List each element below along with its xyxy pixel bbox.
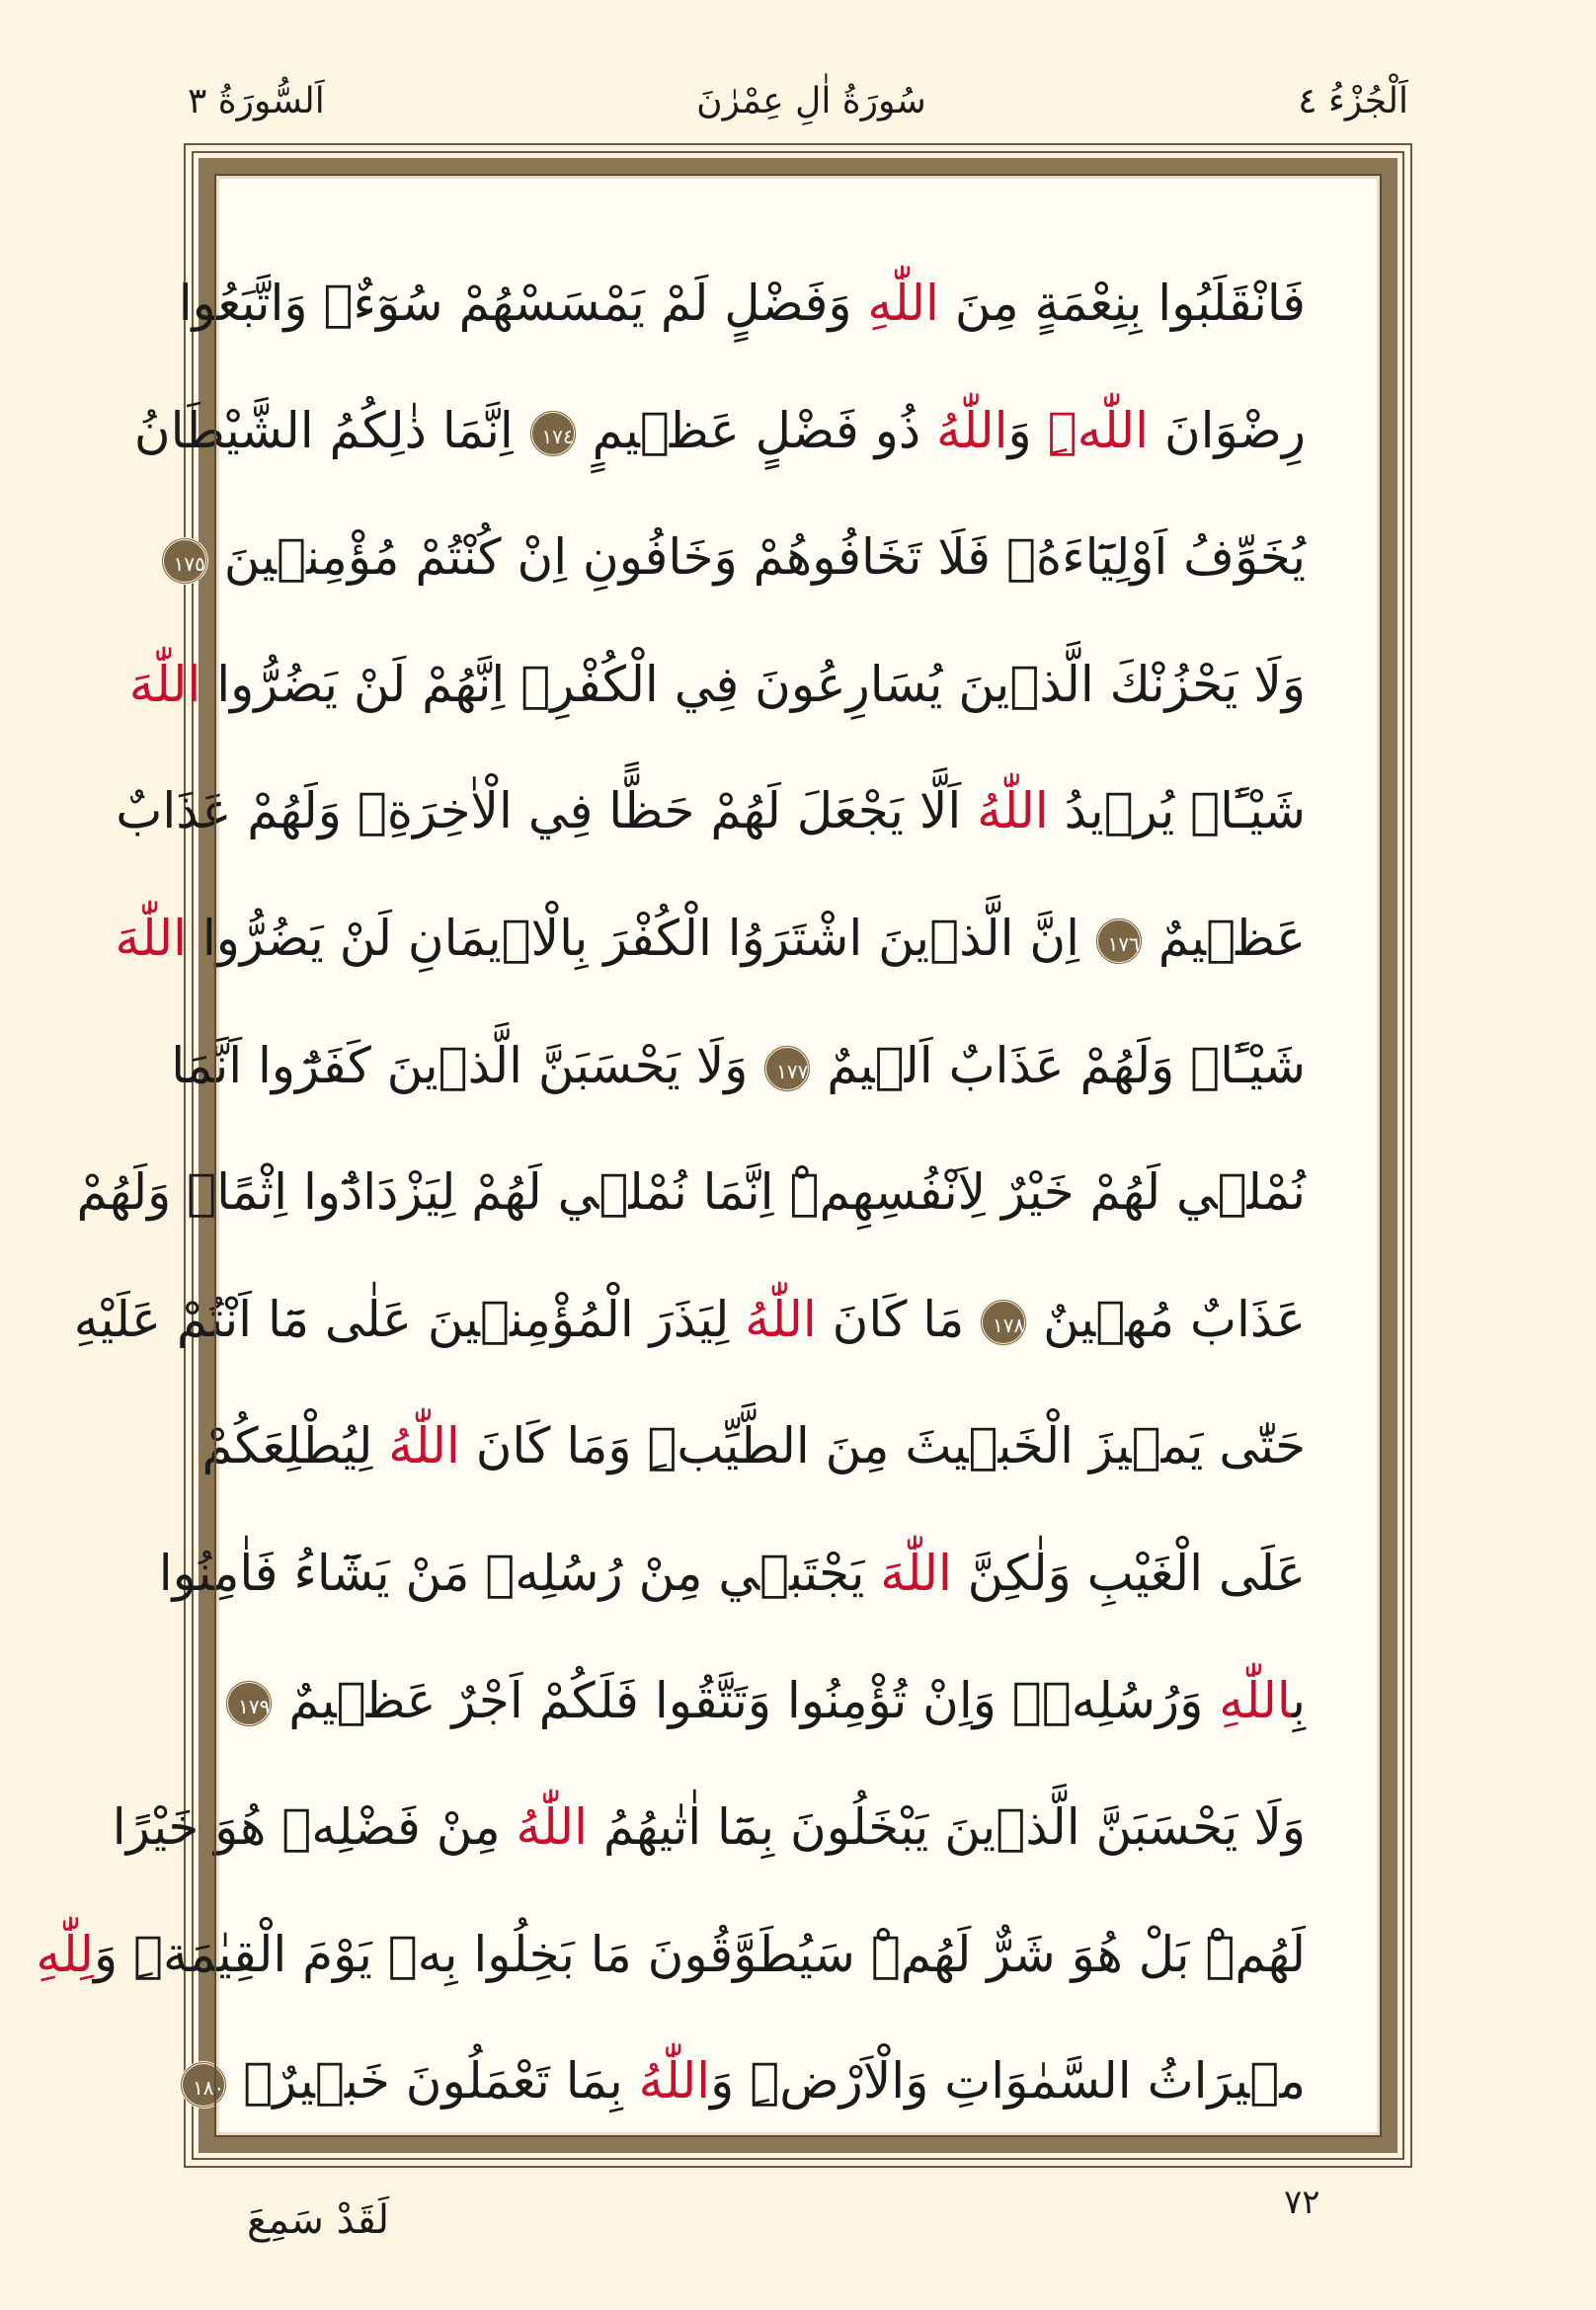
- ayah-number-marker: ١٨٠: [180, 2061, 227, 2109]
- verse-text: لِيُطْلِعَكُمْ: [201, 1417, 389, 1475]
- verse-text: وَلَا يَحْسَبَنَّ الَّذ۪ينَ كَفَرُٓوا اَنَّمَا: [171, 1036, 764, 1094]
- verse-text: وَ: [1007, 401, 1048, 459]
- verse-text: عَلَى الْغَيْبِ وَلٰكِنَّ: [951, 1544, 1306, 1602]
- verse-text: لِيَذَرَ الْمُؤْمِن۪ينَ عَلٰى مَٓا اَنْتُمْ عَلَيْهِ: [73, 1290, 746, 1348]
- text-line: [112, 1764, 1306, 1891]
- verse-text: رِضْوَانَ: [1149, 401, 1306, 459]
- verse-text: شَيْـًٔاۚ وَلَهُمْ عَذَابٌ اَل۪يمٌ: [811, 1036, 1306, 1094]
- text-line: [133, 367, 1306, 495]
- page-header: [188, 71, 1408, 130]
- text-line: [171, 1002, 1306, 1130]
- text-line: [238, 1637, 1306, 1765]
- verse-text: مَا كَانَ: [816, 1290, 981, 1348]
- divine-name: اللّٰهُ: [745, 1290, 817, 1348]
- verse-text: شَيْـًٔاۜ يُر۪يدُ: [1048, 782, 1306, 840]
- divine-name: اللّٰهُ: [388, 1417, 460, 1475]
- text-line: [173, 494, 1306, 621]
- verse-text: مِنْ فَضْلِه۪ هُوَ خَيْرًا: [112, 1798, 517, 1857]
- text-line: [73, 1256, 1306, 1384]
- divine-name: اللّٰهَ: [128, 655, 201, 713]
- ayah-number-marker: ١٧٨: [980, 1299, 1027, 1346]
- text-line: [115, 875, 1306, 1002]
- divine-name: اللّٰهُ: [977, 782, 1049, 840]
- quran-text-block: [36, 176, 1380, 2135]
- surah-title: سُورَةُ اٰلِ عِمْرٰنَ: [696, 80, 926, 121]
- verse-text: اِنَّ الَّذ۪ينَ اشْتَرَوُا الْكُفْرَ بِالْا۪يمَانِ لَنْ يَضُرُّوا: [187, 909, 1095, 967]
- verse-text: يُخَوِّفُ اَوْلِيَٓاءَهُۖ فَلَا تَخَافُوهُمْ وَخَافُونِ اِنْ كُنْتُمْ مُؤْمِن۪ينَ: [207, 528, 1306, 587]
- verse-text: م۪يرَاثُ السَّمٰوَاتِ وَالْاَرْضِۜ وَ: [710, 2052, 1306, 2111]
- divine-name: اللّٰهِ: [1219, 1671, 1293, 1729]
- divine-name: اللّٰهِ: [867, 275, 939, 332]
- surah-number-label: اَلسُّورَةُ ٣: [188, 80, 325, 121]
- text-line: [178, 240, 1306, 367]
- divine-name: اللّٰهُ: [516, 1798, 589, 1857]
- divine-name: اللّٰهَ: [115, 909, 187, 967]
- verse-text: فَانْقَلَبُوا بِنِعْمَةٍ مِنَ: [938, 275, 1306, 332]
- verse-text: لَهُمْۜ بَلْ هُوَ شَرٌّ لَهُمْۜ سَيُطَوَّقُونَ مَا بَخِلُوا بِه۪ يَوْمَ الْقِيٰمَةِۜ وَ: [94, 1925, 1306, 1983]
- verse-text: وَلَا يَحْزُنْكَ الَّذ۪ينَ يُسَارِعُونَ فِي الْكُفْرِۚ اِنَّهُمْ لَنْ يَضُرُّوا: [200, 655, 1306, 713]
- catchword: لَقَدْ سَمِعَ: [247, 2197, 390, 2243]
- verse-text: بِمَا تَعْمَلُونَ خَب۪يرٌ۟: [227, 2052, 639, 2111]
- ayah-number-marker: ١٧٩: [225, 1680, 273, 1727]
- text-line: [193, 2018, 1306, 2145]
- ayah-number-marker: ١٧٧: [763, 1045, 811, 1092]
- text-line: [36, 1891, 1306, 2019]
- verse-text: يَجْتَب۪ي مِنْ رُسُلِه۪ مَنْ يَشَٓاءُ فَاٰمِنُوا: [158, 1544, 881, 1602]
- text-line: [116, 748, 1306, 875]
- verse-text: وَفَضْلٍ لَمْ يَمْسَسْهُمْ سُوٓءٌۙ وَاتَّبَعُوا: [178, 275, 868, 332]
- verse-text: وَلَا يَحْسَبَنَّ الَّذ۪ينَ يَبْخَلُونَ بِمَٓا اٰتٰيهُمُ: [588, 1798, 1306, 1857]
- divine-name: اللّٰهُ: [638, 2052, 711, 2111]
- verse-text: حَتّٰى يَم۪يزَ الْخَب۪يثَ مِنَ الطَّيِّبِۜ وَمَا كَانَ: [459, 1417, 1306, 1475]
- divine-name: اللّٰهَ: [880, 1544, 952, 1602]
- divine-name: اللّٰهِۜ: [1047, 401, 1150, 459]
- ayah-number-marker: ١٧٤: [529, 410, 577, 457]
- verse-text: بِ: [1292, 1671, 1306, 1729]
- page-number: ٧٢: [1284, 2183, 1320, 2222]
- verse-text: وَرُسُلِه۪ۚ وَاِنْ تُؤْمِنُوا وَتَتَّقُوا فَلَكُمْ اَجْرٌ عَظ۪يمٌ: [273, 1671, 1220, 1729]
- text-line: [158, 1510, 1306, 1637]
- verse-text: اِنَّمَا ذٰلِكُمُ الشَّيْطَانُ: [133, 401, 529, 459]
- verse-text: نُمْل۪ي لَهُمْ خَيْرٌ لِاَنْفُسِهِمْۜ اِنَّمَا نُمْل۪ي لَهُمْ لِيَزْدَادُٓوا اِثْمًاۚ وَلَهُمْ: [76, 1163, 1306, 1222]
- juz-label: اَلْجُزْءُ ٤: [1298, 80, 1408, 121]
- verse-text: اَلَّا يَجْعَلَ لَهُمْ حَظًّا فِي الْاٰخِرَةِۚ وَلَهُمْ عَذَابٌ: [116, 782, 978, 840]
- divine-name: اللّٰهُ: [936, 401, 1008, 459]
- text-line: [128, 621, 1306, 749]
- text-line: [201, 1383, 1306, 1510]
- ayah-number-marker: ١٧٥: [161, 537, 208, 585]
- ayah-number-marker: ١٧٦: [1095, 917, 1143, 965]
- verse-text: عَذَابٌ مُه۪ينٌ: [1027, 1290, 1306, 1348]
- page-frame: [36, 143, 1412, 2168]
- text-line: [76, 1129, 1306, 1256]
- verse-text: ذُو فَضْلٍ عَظ۪يمٍ: [576, 401, 937, 459]
- verse-text: عَظ۪يمٌ: [1142, 909, 1306, 967]
- divine-name: لِلّٰهِ: [36, 1925, 95, 1983]
